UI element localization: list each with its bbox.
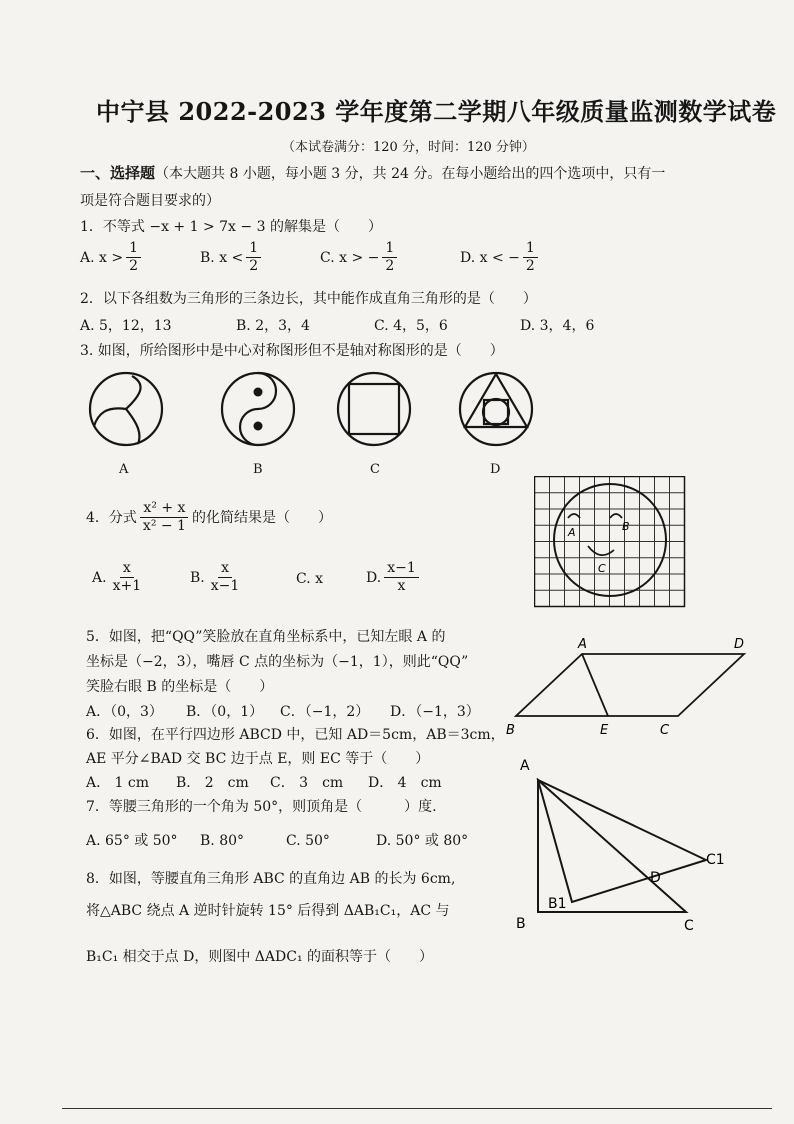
q1-option-a: A. x > $\frac{1}{2}$ bbox=[80, 240, 141, 275]
q4-option-c: C. x bbox=[296, 571, 324, 587]
q3-caption-d: D bbox=[490, 462, 501, 477]
label-c: C bbox=[660, 723, 670, 738]
q4-option-d: D. $\frac{x-1}{x}$ bbox=[366, 560, 419, 595]
label-c: C bbox=[598, 562, 606, 575]
q5-option-b: B．（0，1） bbox=[186, 704, 264, 720]
q3-caption-c: C bbox=[370, 462, 380, 477]
fraction: $\frac{1}{2}$ bbox=[126, 240, 141, 275]
q2-stem: 2．以下各组数为三角形的三条边长，其中能作成直角三角形的是（ ） bbox=[80, 291, 537, 307]
q2-option-d: D. 3，4，6 bbox=[520, 318, 595, 334]
q5-line3: 笑脸右眼 B 的坐标是（ ） bbox=[86, 679, 274, 695]
q2-option-a: A. 5，12，13 bbox=[80, 318, 172, 334]
label-b: B bbox=[622, 520, 630, 533]
parallelogram-figure bbox=[500, 630, 760, 740]
fraction: $\frac{x}{x+1}$ bbox=[112, 560, 142, 594]
label-a: A bbox=[568, 526, 576, 539]
q6-option-c: C． 3 cm bbox=[270, 775, 344, 791]
q5-option-d: D．（−1，3） bbox=[390, 704, 480, 720]
q5-line1: 5．如图，把“QQ”笑脸放在直角坐标系中，已知左眼 A 的 bbox=[86, 629, 446, 645]
fraction: $\frac{\text{x² + x}}{\text{x² − 1}}$ bbox=[140, 500, 189, 535]
q4-option-a: A. $\frac{x}{x+1}$ bbox=[92, 560, 144, 595]
q8-line2: 将△ABC 绕点 A 逆时针旋转 15° 后得到 ΔAB₁C₁，AC 与 bbox=[86, 903, 450, 919]
section-heading: 一、选择题 bbox=[80, 164, 156, 182]
fraction: $\frac{1}{2}$ bbox=[523, 240, 538, 275]
left-eye bbox=[568, 514, 580, 518]
q7-option-b: B. 80° bbox=[200, 833, 245, 849]
label-d: D bbox=[734, 637, 745, 652]
label-b: B bbox=[516, 916, 526, 932]
q6-option-a: A． 1 cm bbox=[86, 775, 150, 791]
q1-stem: 1．不等式 −x + 1 > 7x − 3 的解集是（ ） bbox=[80, 219, 382, 235]
q6-line2: AE 平分∠BAD 交 BC 边于点 E，则 EC 等于（ ） bbox=[86, 751, 430, 767]
q7-option-d: D. 50° 或 80° bbox=[376, 833, 469, 849]
fraction: $\frac{1}{2}$ bbox=[382, 240, 397, 275]
qq-smiley-grid-figure bbox=[534, 476, 686, 608]
mouth bbox=[588, 546, 614, 555]
coordinate-grid bbox=[535, 477, 685, 607]
q2-option-c: C. 4，5，6 bbox=[374, 318, 448, 334]
figure-b-yinyang bbox=[222, 373, 294, 445]
page-title: 中宁县 2022-2023 学年度第二学期八年级质量监测数学试卷 bbox=[96, 97, 777, 126]
q7-stem: 7．等腰三角形的一个角为 50°，则顶角是（ ）度. bbox=[86, 799, 437, 815]
figure-a-swirl bbox=[90, 373, 162, 445]
q4-stem: 4．分式 $\frac{\text{x² + x}}{\text{x² − 1}}$ 的化简结果是（ ） bbox=[86, 500, 332, 534]
q1-option-c: C. x > − $\frac{1}{2}$ bbox=[320, 240, 397, 275]
label-a: A bbox=[578, 637, 587, 652]
label-a: A bbox=[520, 758, 530, 774]
q1-option-b: B. x < $\frac{1}{2}$ bbox=[200, 240, 261, 275]
section-instructions-line1: 一、选择题（本大题共 8 小题，每小题 3 分，共 24 分。在每小题给出的四个选项中，只有一 bbox=[80, 164, 666, 182]
q5-option-c: C．（−1，2） bbox=[280, 704, 370, 720]
q3-figures bbox=[84, 368, 544, 450]
q6-line1: 6．如图，在平行四边形 ABCD 中，已知 AD＝5cm，AB＝3cm， bbox=[86, 727, 505, 743]
q8-line3: B₁C₁ 相交于点 D，则图中 ΔADC₁ 的面积等于（ ） bbox=[86, 949, 434, 965]
q3-caption-b: B bbox=[253, 462, 263, 477]
label-d: D bbox=[650, 870, 661, 886]
q7-option-c: C. 50° bbox=[286, 833, 330, 849]
q6-option-d: D． 4 cm bbox=[368, 775, 442, 791]
fraction: $\frac{x-1}{x}$ bbox=[384, 560, 419, 595]
q6-option-b: B． 2 cm bbox=[176, 775, 249, 791]
q7-option-a: A. 65° 或 50° bbox=[86, 833, 178, 849]
rotated-triangle-figure bbox=[510, 752, 760, 942]
q3-stem: 3. 如图，所给图形中是中心对称图形但不是轴对称图形的是（ ） bbox=[80, 343, 504, 359]
q5-option-a: A．（0，3） bbox=[86, 704, 163, 720]
label-c1: C1 bbox=[706, 852, 725, 868]
q3-caption-a: A bbox=[119, 462, 129, 477]
q2-option-b: B. 2，3，4 bbox=[236, 318, 310, 334]
right-eye bbox=[610, 514, 622, 518]
section-instructions-line2: 项是符合题目要求的） bbox=[80, 193, 220, 209]
q8-line1: 8．如图，等腰直角三角形 ABC 的直角边 AB 的长为 6cm, bbox=[86, 871, 456, 887]
figure-c-circle-square bbox=[338, 373, 410, 445]
bottom-rule bbox=[62, 1108, 772, 1109]
q4-option-b: B. $\frac{x}{x-1}$ bbox=[190, 560, 242, 595]
label-b: B bbox=[506, 723, 515, 738]
exam-subtitle: （本试卷满分：120 分，时间：120 分钟） bbox=[282, 140, 535, 155]
label-e: E bbox=[600, 723, 609, 738]
label-b1: B1 bbox=[548, 896, 567, 912]
label-c: C bbox=[684, 918, 694, 934]
fraction: $\frac{1}{2}$ bbox=[246, 240, 261, 275]
fraction: $\frac{x}{x-1}$ bbox=[210, 560, 240, 594]
q1-option-d: D. x < − $\frac{1}{2}$ bbox=[460, 240, 538, 275]
q5-line2: 坐标是（−2，3），嘴唇 C 点的坐标为（−1，1），则此“QQ” bbox=[86, 654, 469, 670]
figure-d-triangle bbox=[460, 373, 532, 445]
